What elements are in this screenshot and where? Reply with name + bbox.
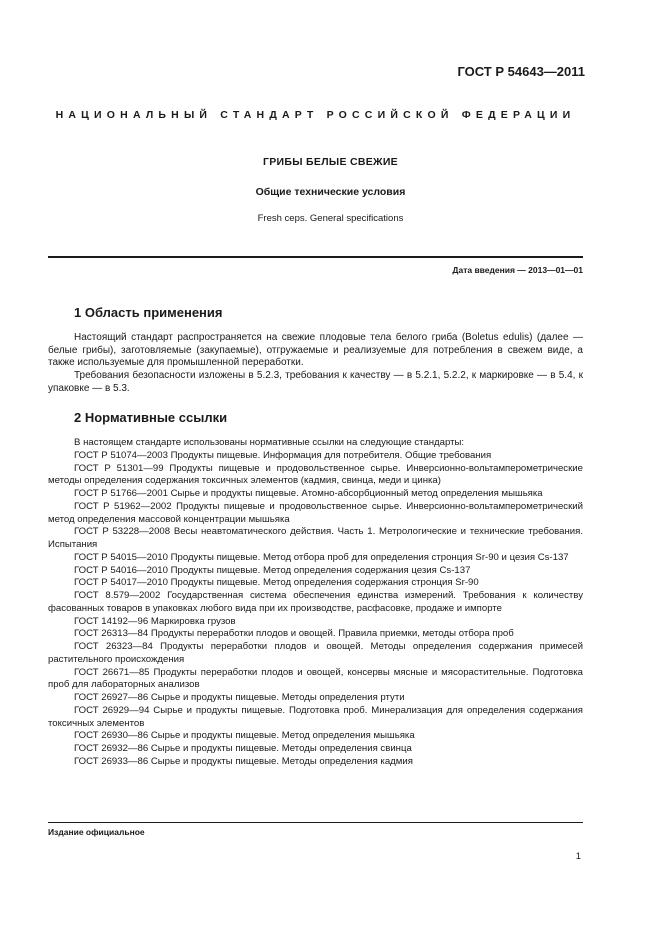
section-1-body — [48, 332, 583, 396]
document-title: ГРИБЫ БЕЛЫЕ СВЕЖИЕ — [263, 156, 398, 168]
national-standard-banner: НАЦИОНАЛЬНЫЙ СТАНДАРТ РОССИЙСКОЙ ФЕДЕРАЦИИ — [55, 109, 576, 121]
document-number: ГОСТ Р 54643—2011 — [457, 64, 585, 79]
paragraph: Требования безопасности изложены в 5.2.3, требования к качеству — в 5.2.1, 5.2.2, к маркировке — в 5.4, к упаковке — в 5.3. — [48, 370, 583, 394]
paragraph: Настоящий стандарт распространяется на свежие плодовые тела белого гриба (Boletus edulis) (далее — белые грибы), заготовляемые (закупаемые), отгружаемые и реализуемые для потребления в свежем виде, а также используемые для промышленной переработки. — [48, 332, 583, 369]
reference-item: ГОСТ 26671—85 Продукты переработки плодов и овощей, консервы мясные и мясорастительные. Подготовка проб для лабораторных анализов — [48, 666, 583, 691]
section-1-heading: 1 Область применения — [74, 305, 223, 320]
reference-item: ГОСТ Р 53228—2008 Весы неавтоматического действия. Часть 1. Метрологические и технические требования. Испытания — [48, 526, 583, 550]
reference-item: ГОСТ Р 54017—2010 Продукты пищевые. Метод определения содержания стронция Sr-90 — [74, 577, 479, 589]
reference-item: ГОСТ 26929—94 Сырье и продукты пищевые. Подготовка проб. Минерализация для определения содержания токсичных элементов — [48, 704, 583, 729]
reference-item: ГОСТ Р 51766—2001 Сырье и продукты пищевые. Атомно-абсорбционный метод определения мышьяка — [74, 488, 543, 499]
section-2-heading: 2 Нормативные ссылки — [74, 410, 228, 425]
references-intro: В настоящем стандарте использованы нормативные ссылки на следующие стандарты: — [74, 437, 465, 448]
normative-references-list — [48, 437, 583, 769]
effective-date: Дата введения — 2013—01—01 — [452, 265, 583, 275]
reference-item: ГОСТ 26933—86 Сырье и продукты пищевые. Методы определения кадмия — [74, 755, 413, 767]
page-number: 1 — [575, 851, 581, 862]
reference-item: ГОСТ Р 51301—99 Продукты пищевые и продовольственное сырье. Инверсионно-вольтамперометрические методы определения содержания токсичных элементов (кадмия, свинца, меди и цинка) — [48, 462, 583, 487]
reference-item: ГОСТ 8.579—2002 Государственная система обеспечения единства измерений. Требования к количеству фасованных товаров в упаковках любого вида при их производстве, расфасовке, продаже и импорте — [48, 590, 583, 614]
reference-item: ГОСТ 14192—96 Маркировка грузов — [74, 615, 236, 627]
english-title: Fresh ceps. General specifications — [257, 213, 404, 224]
horizontal-rule — [48, 256, 583, 258]
reference-item: ГОСТ 26930—86 Сырье и продукты пищевые. Метод определения мышьяка — [74, 730, 415, 742]
footer-rule — [48, 822, 583, 823]
reference-item: ГОСТ Р 51074—2003 Продукты пищевые. Информация для потребителя. Общие требования — [74, 449, 492, 461]
reference-item: ГОСТ Р 54016—2010 Продукты пищевые. Метод определения содержания цезия Cs-137 — [74, 564, 471, 576]
reference-item: ГОСТ Р 51962—2002 Продукты пищевые и продовольственное сырье. Инверсионно-вольтамперометрический метод определения массовой концентрации мышьяка — [48, 500, 583, 525]
reference-item: ГОСТ 26323—84 Продукты переработки плодов и овощей. Методы определения содержания примесей растительного происхождения — [48, 641, 583, 665]
document-subtitle: Общие технические условия — [255, 186, 406, 198]
reference-item: ГОСТ Р 54015—2010 Продукты пищевые. Метод отбора проб для определения стронция Sr-90 и цезия Cs-137 — [74, 551, 569, 563]
reference-item: ГОСТ 26313—84 Продукты переработки плодов и овощей. Правила приемки, методы отбора проб — [74, 628, 514, 640]
official-edition-label: Издание официальное — [48, 827, 145, 837]
reference-item: ГОСТ 26927—86 Сырье и продукты пищевые. Методы определения ртути — [74, 692, 405, 703]
reference-item: ГОСТ 26932—86 Сырье и продукты пищевые. Методы определения свинца — [74, 743, 412, 754]
